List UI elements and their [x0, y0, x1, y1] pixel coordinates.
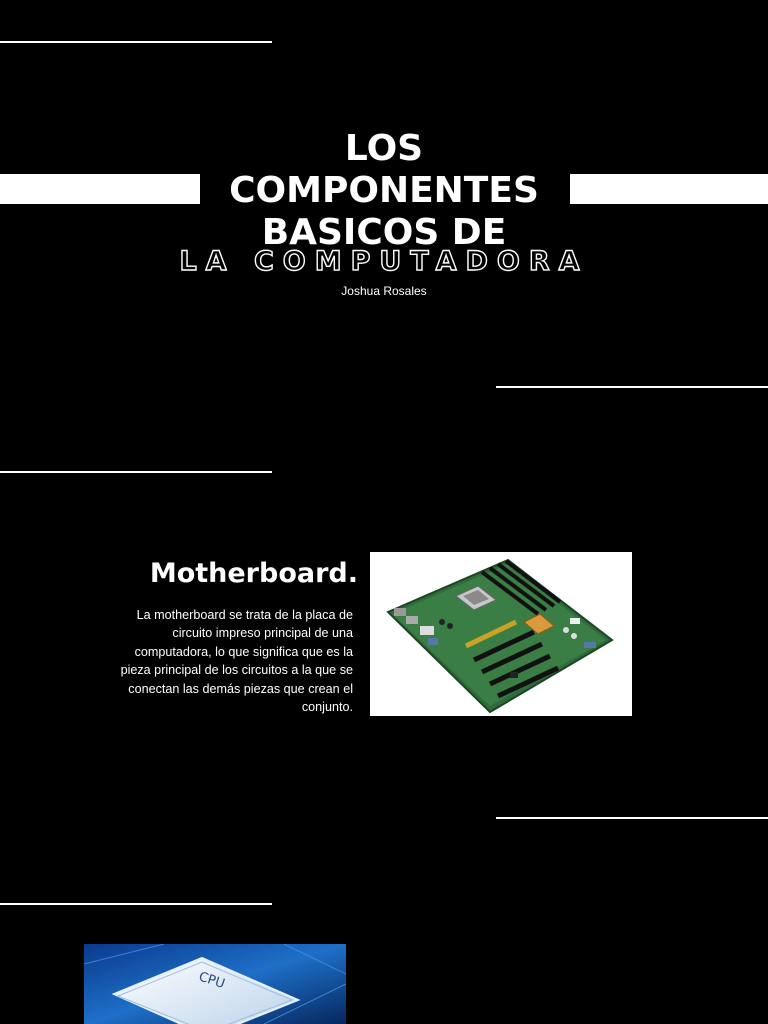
section-heading-motherboard: Motherboard. [149, 558, 358, 589]
divider-line-top-left [0, 41, 272, 43]
title-bar-right [570, 174, 768, 204]
cpu-illustration [84, 944, 346, 1024]
divider-line-left-1 [0, 471, 272, 473]
title-line-2: COMPONENTES [229, 170, 539, 211]
page-subtitle: LA COMPUTADORA [179, 246, 589, 277]
section-body-motherboard: La motherboard se trata de la placa de circuito impreso principal de una computadora, lo que significa que es la pieza principal de los circuitos a la que se conectan las demás piezas que crean el conjunto. [120, 608, 353, 715]
divider-line-left-2 [0, 903, 272, 905]
title-line-1: LOS [344, 128, 424, 169]
title-bar-left [0, 174, 200, 204]
author-name: Joshua Rosales [341, 284, 427, 298]
title-line-3: BASICOS DE [261, 212, 507, 253]
divider-line-right-1 [496, 386, 768, 388]
page-title [200, 128, 568, 254]
divider-line-right-2 [496, 817, 768, 819]
cpu-chip-label: CPU [196, 969, 227, 992]
cpu-chip-photo [84, 944, 346, 1024]
motherboard-illustration [370, 552, 632, 716]
motherboard-photo [370, 552, 632, 716]
